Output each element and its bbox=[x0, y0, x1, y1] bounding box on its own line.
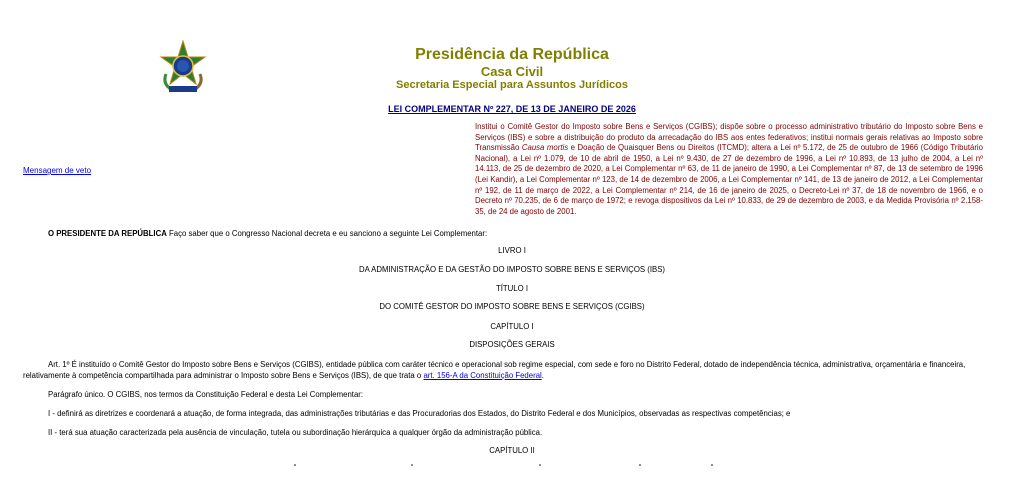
law-title-link[interactable]: LEI COMPLEMENTAR Nº 227, DE 13 DE JANEIRO DE 2026 bbox=[388, 104, 636, 114]
summary-text-part2: e Doação de Quaisquer Bens ou Direitos (ITCMD); altera a Lei nº 5.172, de 25 de outubro de 1966 (Código Tributário Nacional), a Lei nº 1.079, de 10 de abril de 1950, a Lei nº 9.430, de 27 de dezembro de 1996, a Lei nº 10.893, de 13 julho de 2004, a Lei nº 14.113, de 25 de dezembro de 2020, a Lei Complementar nº 63, de 11 de janeiro de 1990, a Lei Complementar nº 87, de 13 de setembro de 1996 (Lei Kandir), a Lei Complementar nº 123, de 14 de dezembro de 2006, a Lei Complementar nº 141, de 13 de janeiro de 2012, a Lei Complementar nº 192, de 11 de março de 2022, a Lei Complementar nº 214, de 16 de janeiro de 2025, o Decreto-Lei nº 37, de 18 de novembro de 1966, e o Decreto nº 70.235, de 6 de março de 1972; e revoga dispositivos da Lei nº 10.833, de 29 de dezembro de 2003, e da Medida Provisória nº 2.158-35, de 24 de agosto de 2001. bbox=[475, 143, 983, 216]
preamble-bold: O PRESIDENTE DA REPÚBLICA bbox=[48, 229, 167, 238]
veto-message-link[interactable]: Mensagem de veto bbox=[23, 166, 92, 175]
capitulo-1-heading: CAPÍTULO I bbox=[490, 322, 534, 331]
paragraph-unique: Parágrafo único. O CGIBS, nos termos da Constituição Federal e desta Lei Complementar: bbox=[48, 390, 364, 399]
titulo-title: DO COMITÊ GESTOR DO IMPOSTO SOBRE BENS E SERVIÇOS (CGIBS) bbox=[379, 302, 645, 311]
inciso-2: II - terá sua atuação caracterizada pela ausência de vinculação, tutela ou subordinação hierárquica a qualquer órgão da administração pública. bbox=[48, 428, 543, 437]
presidency-title: Presidência da República bbox=[415, 46, 609, 63]
preamble-text: Faço saber que o Congresso Nacional decreta e eu sanciono a seguinte Lei Complementar: bbox=[166, 229, 488, 238]
page-header bbox=[0, 0, 1024, 100]
livro-heading: LIVRO I bbox=[498, 246, 526, 255]
capitulo-2-heading: CAPÍTULO II bbox=[489, 446, 535, 455]
summary-italic-term: Causa mortis bbox=[521, 143, 569, 153]
preamble bbox=[48, 229, 1008, 240]
constitution-article-link[interactable]: art. 156-A da Constituição Federal bbox=[423, 370, 542, 380]
inciso-1: I - definirá as diretrizes e coordenará a atuação, de forma integrada, das administrações tributárias e das Procuradorias dos Estados, do Distrito Federal e dos Municípios, observadas as respectivas competências; e bbox=[48, 409, 791, 418]
titulo-heading: TÍTULO I bbox=[495, 284, 529, 293]
article-1-text: Art. 1º É instituído o Comitê Gestor do Imposto sobre Bens e Serviços (CGIBS), entidade pública com caráter técnico e operacional sob regime especial, com sede e foro no Distrito Federal, dotado de independência técnica, administrativa, orçamentária e financeira, relativamente à competência compartilhada para administrar o Imposto sobre Bens e Serviços (IBS), de que trata o bbox=[23, 360, 966, 380]
truncated-text-fragment bbox=[0, 463, 1024, 467]
article-1 bbox=[23, 360, 1003, 381]
article-1-end: . bbox=[541, 370, 544, 380]
law-summary bbox=[475, 122, 983, 217]
capitulo-1-title: DISPOSIÇÕES GERAIS bbox=[469, 340, 555, 349]
livro-title: DA ADMINISTRAÇÃO E DA GESTÃO DO IMPOSTO SOBRE BENS E SERVIÇOS (IBS) bbox=[358, 265, 666, 274]
casa-civil-subtitle: Casa Civil bbox=[480, 64, 544, 79]
summary-text-part1: Institui o Comitê Gestor do Imposto sobre Bens e Serviços (CGIBS); dispõe sobre o processo administrativo tributário do Imposto sobre Bens e Serviços (IBS) e sobre a distribuição do produto da arrecadação do IBS aos entes federativos; institui normais gerais relativas ao Imposto sobre Transmissão bbox=[475, 122, 983, 153]
department-subtitle: Secretaria Especial para Assuntos Jurídicos bbox=[396, 79, 628, 91]
